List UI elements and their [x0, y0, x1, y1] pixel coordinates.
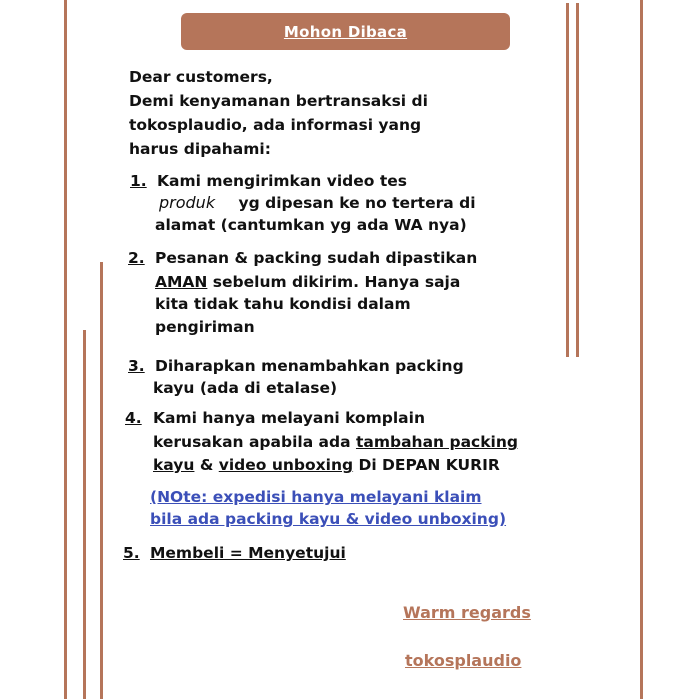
item-2-line-4: pengiriman [155, 318, 255, 336]
signoff-regards: Warm regards [403, 603, 531, 622]
item-4-kayu: kayu [153, 456, 195, 474]
item-2-line-3: kita tidak tahu kondisi dalam [155, 295, 411, 313]
item-3-number: 3. [128, 357, 145, 375]
signoff-shop-name: tokosplaudio [405, 651, 522, 670]
item-1-line-2-rest: yg dipesan ke no tertera di [238, 194, 476, 212]
banner-title: Mohon Dibaca [283, 22, 408, 41]
title-banner [181, 13, 510, 50]
frame-line-right-inner-b [576, 3, 579, 357]
frame-line-left-outer [64, 0, 67, 699]
item-1-word-produk: produk [159, 193, 216, 212]
note-line-2: bila ada packing kayu & video unboxing) [150, 510, 507, 528]
frame-line-right-inner-a [566, 3, 569, 357]
item-4-line-2-pre: kerusakan apabila ada [153, 433, 356, 451]
item-3-line-2: kayu (ada di etalase) [153, 379, 338, 397]
item-2-number: 2. [128, 249, 145, 267]
item-4-number: 4. [125, 409, 142, 427]
item-2-line-1: Pesanan & packing sudah dipastikan [155, 249, 478, 267]
frame-line-left-inner [83, 330, 86, 699]
item-4-video-unboxing: video unboxing [218, 456, 354, 474]
frame-line-right-outer [640, 0, 643, 699]
note-line-1: (NOte: expedisi hanya melayani klaim [150, 488, 482, 506]
item-2-aman: AMAN [155, 273, 208, 291]
item-4-and: & [194, 456, 219, 474]
item-1-line-1: Kami mengirimkan video tes [157, 172, 407, 190]
item-1-number: 1. [130, 172, 147, 190]
item-3-line-1: Diharapkan menambahkan packing [155, 357, 464, 375]
item-4-di-depan-kurir: Di DEPAN KURIR [353, 456, 500, 474]
item-1-line-3: alamat (cantumkan yg ada WA nya) [155, 216, 467, 234]
item-4-line-3 [153, 452, 500, 478]
intro-line-3: tokosplaudio, ada informasi yang [129, 116, 422, 134]
item-5-number: 5. [123, 544, 140, 562]
frame-line-left-middle [100, 262, 103, 699]
intro-line-1: Dear customers, [129, 68, 273, 86]
item-5-line-1: Membeli = Menyetujui [150, 544, 346, 562]
item-4-line-1: Kami hanya melayani komplain [153, 409, 425, 427]
intro-line-2: Demi kenyamanan bertransaksi di [129, 92, 428, 110]
item-2-line-2-rest: sebelum dikirim. Hanya saja [207, 273, 461, 291]
item-4-tambahan-packing: tambahan packing [355, 433, 518, 451]
intro-line-4: harus dipahami: [129, 140, 271, 158]
